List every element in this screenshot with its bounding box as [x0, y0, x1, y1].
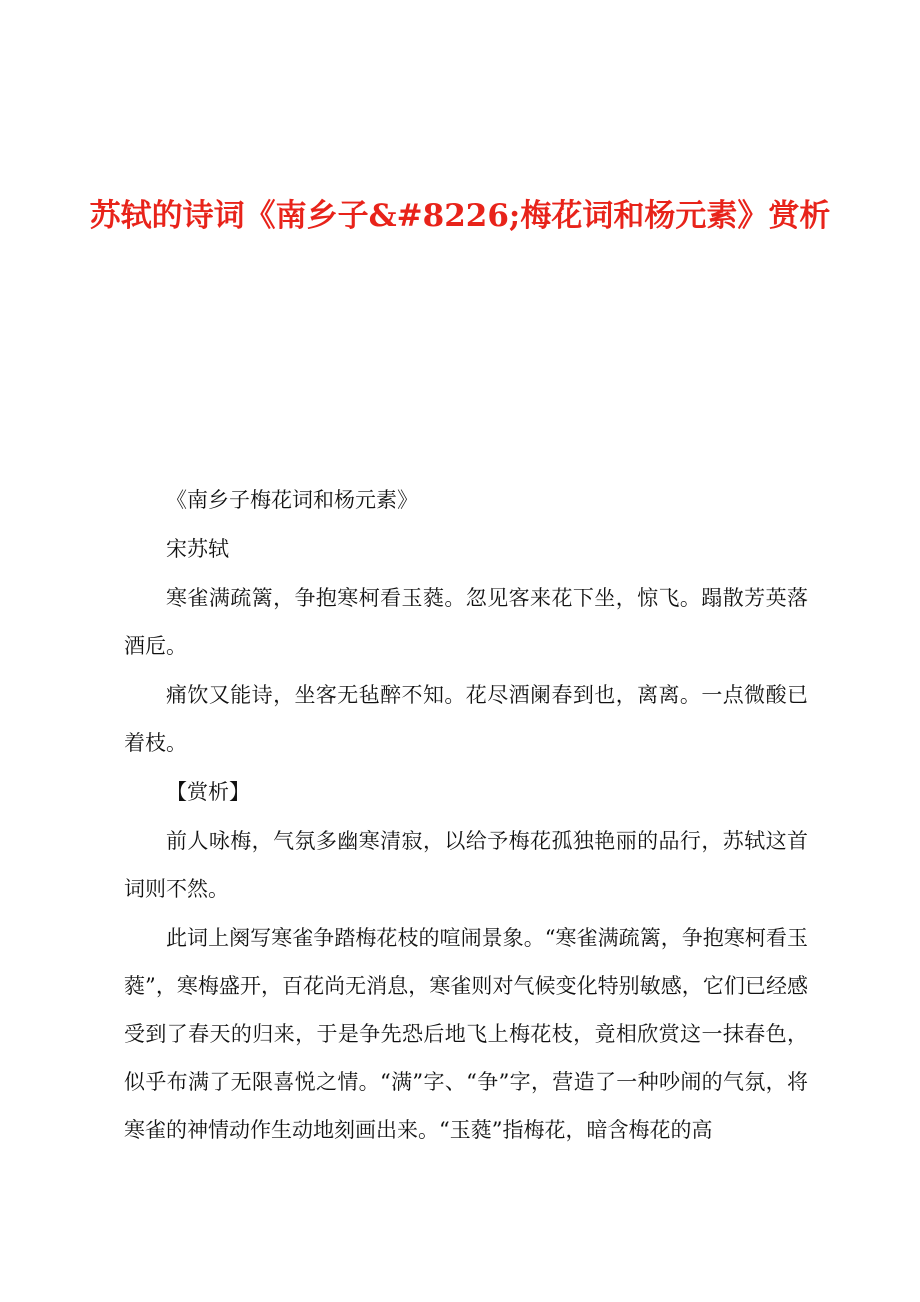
poem-stanza-1: 寒雀满疏篱，争抱寒柯看玉蕤。忽见客来花下坐，惊飞。蹋散芳英落酒卮。	[124, 586, 808, 658]
analysis-paragraph: 此词上阕写寒雀争踏梅花枝的喧闹景象。“寒雀满疏篱，争抱寒柯看玉蕤”，寒梅盛开，百花尚无消息，寒雀则对气候变化特别敏感，它们已经感受到了春天的归来，于是争先恐后地飞上梅花枝，竟相欣赏这一抹春色，似乎布满了无限喜悦之情。“满”字、“争”字，营造了一种吵闹的气氛，将寒雀的神情动作生动地刻画出来。“玉蕤”指梅花，暗含梅花的高	[124, 926, 808, 1142]
poem-author: 宋苏轼	[166, 537, 229, 561]
poem-stanza-2: 痛饮又能诗，坐客无毡醉不知。花尽酒阑春到也，离离。一点微酸已着枝。	[124, 683, 808, 755]
document-body	[124, 476, 808, 1155]
poem-title: 《南乡子梅花词和杨元素》	[166, 488, 418, 512]
analysis-paragraph: 前人咏梅，气氛多幽寒清寂，以给予梅花孤独艳丽的品行，苏轼这首词则不然。	[124, 829, 808, 901]
document-title: 苏轼的诗词《南乡子&#8226;梅花词和杨元素》赏析	[89, 198, 831, 234]
analysis-heading: 【赏析】	[166, 780, 250, 804]
